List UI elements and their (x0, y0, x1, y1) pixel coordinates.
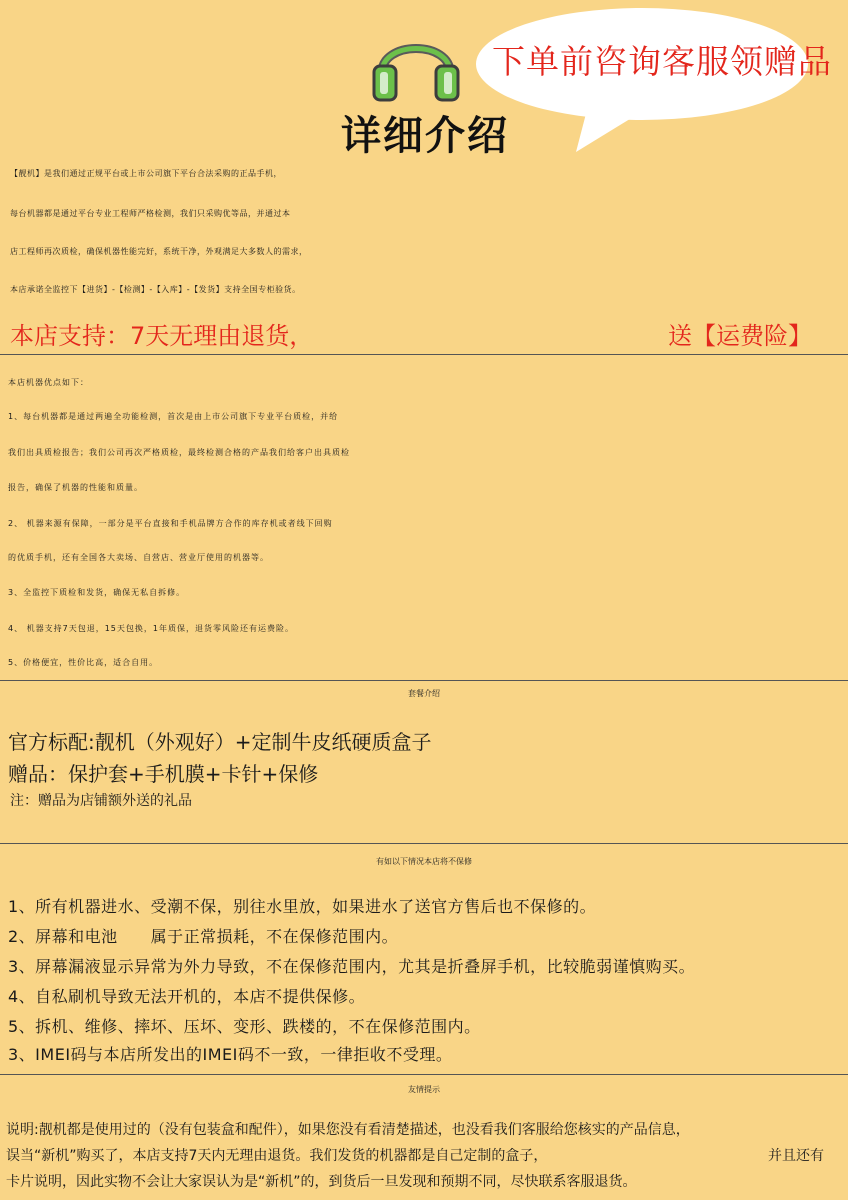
advantage-line: 报告，确保了机器的性能和质量。 (8, 483, 143, 492)
divider (0, 354, 848, 355)
warranty-line: 5、拆机、维修、摔坏、压坏、变形、跌楼的，不在保修范围内。 (8, 1017, 481, 1036)
intro-line-2: 每台机器都是通过平台专业工程师严格检测，我们只采购优等品，并通过本 (10, 209, 291, 218)
package-note: 注：赠品为店铺额外送的礼品 (10, 793, 192, 809)
advantage-line: 3、全监控下质检和发货，确保无私自拆修。 (8, 588, 186, 597)
advantage-line: 我们出具质检报告；我们公司再次严格质检，最终检测合格的产品我们给客户出具质检 (8, 448, 350, 457)
warranty-line: 2、屏幕和电池 属于正常损耗，不在保修范围内。 (8, 927, 399, 946)
package-gifts: 赠品：保护套+手机膜+卡针+保修 (8, 762, 319, 786)
divider (0, 843, 848, 844)
divider (0, 680, 848, 681)
tip-line: 误当“新机”购买了，本店支持7天内无理由退货。我们发货的机器都是自己定制的盒子， (6, 1148, 548, 1164)
promo-bubble-text: 下单前咨询客服领赠品 (492, 42, 832, 81)
warranty-line: 3、IMEI码与本店所发出的IMEI码不一致，一律拒收不受理。 (8, 1045, 453, 1064)
package-standard: 官方标配:靓机（外观好）+定制牛皮纸硬质盒子 (8, 730, 432, 754)
advantage-line: 的优质手机，还有全国各大卖场、自营店、营业厅使用的机器等。 (8, 553, 269, 562)
tip-line-right: 并且还有 (768, 1148, 824, 1164)
shipping-insurance-text: 送【运费险】 (668, 322, 812, 350)
headphones-icon (370, 22, 462, 104)
warranty-line: 3、屏幕漏液显示异常为外力导致，不在保修范围内，尤其是折叠屏手机，比较脆弱谨慎购买。 (8, 957, 696, 976)
tip-line: 卡片说明，因此实物不会让大家误认为是“新机”的，到货后一旦发现和预期不同，尽快联系客服退货。 (6, 1174, 637, 1190)
warranty-line: 4、自私刷机导致无法开机的，本店不提供保修。 (8, 987, 366, 1006)
advantage-line: 1、每台机器都是通过两遍全功能检测，首次是由上市公司旗下专业平台质检，并给 (8, 412, 339, 421)
package-heading: 套餐介绍 (408, 689, 440, 698)
intro-line-3: 店工程师再次质检，确保机器性能完好，系统干净，外观满足大多数人的需求， (10, 247, 308, 256)
tips-heading: 友情提示 (408, 1085, 440, 1094)
advantage-line: 2、 机器来源有保障，一部分是平台直接和手机品牌方合作的库存机或者线下回购 (8, 519, 333, 528)
advantage-line: 5、价格便宜，性价比高，适合自用。 (8, 658, 159, 667)
return-policy-text: 本店支持：7天无理由退货， (10, 322, 314, 350)
page-title: 详细介绍 (341, 113, 509, 159)
intro-line-1: 【靓机】是我们通过正规平台或上市公司旗下平台合法采购的正品手机， (10, 169, 282, 178)
warranty-heading: 有如以下情况本店将不保修 (376, 857, 472, 866)
warranty-line: 1、所有机器进水、受潮不保，别往水里放，如果进水了送官方售后也不保修的。 (8, 897, 597, 916)
advantage-line: 4、 机器支持7天包退，15天包换，1年质保，退货零风险还有运费险。 (8, 624, 294, 633)
intro-line-4: 本店承诺全监控下【进货】-【检测】-【入库】-【发货】支持全国专柜验货。 (10, 285, 301, 294)
divider (0, 1074, 848, 1075)
tip-line: 说明:靓机都是使用过的（没有包装盒和配件），如果您没有看清楚描述，也没看我们客服给您核实的产品信息， (6, 1122, 690, 1138)
advantages-heading: 本店机器优点如下： (8, 378, 89, 387)
